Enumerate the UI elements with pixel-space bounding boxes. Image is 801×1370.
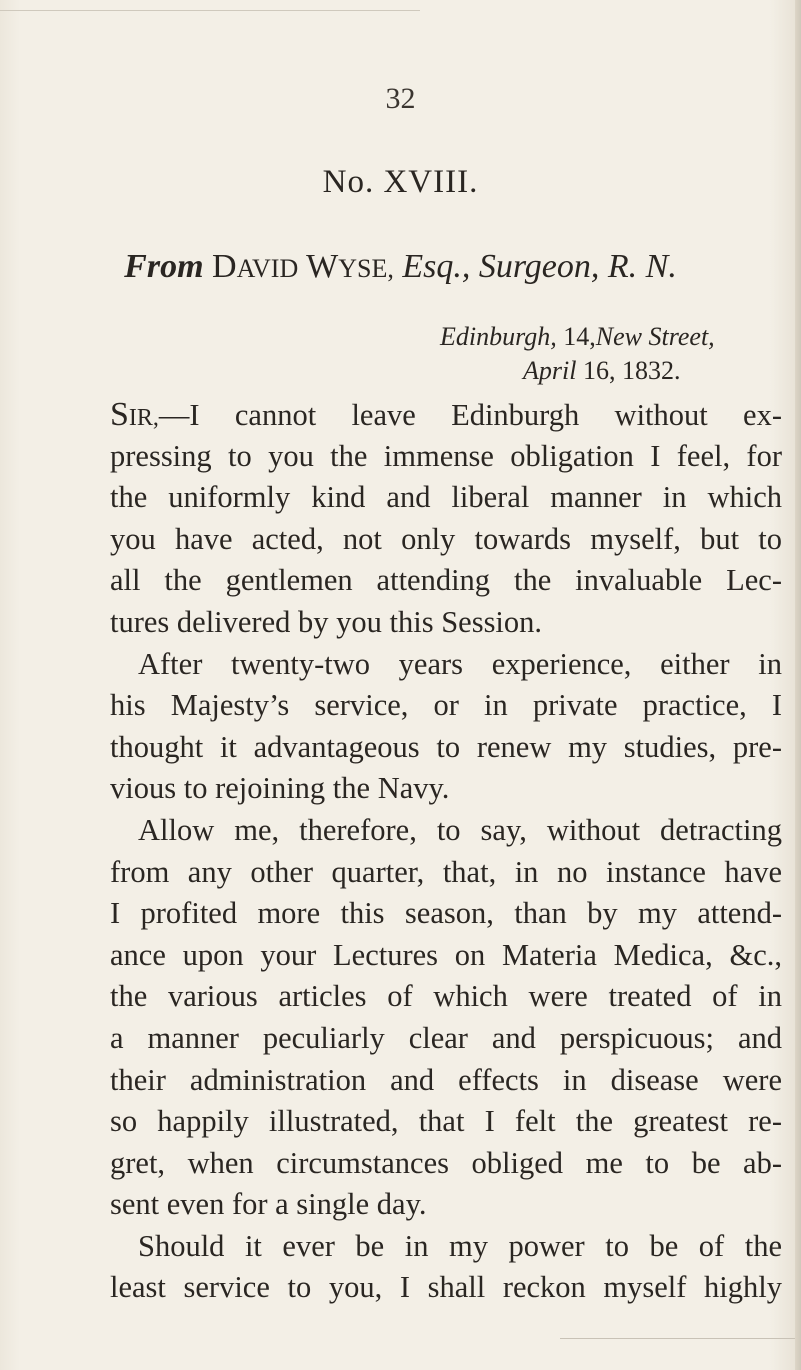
body-line: Allow me, therefore, to say, without detracting [138, 812, 782, 847]
body-line: vious to rejoining the Navy. [110, 771, 450, 806]
dateline-number: 14, [563, 322, 596, 351]
body-line: you have acted, not only towards myself, but to [110, 521, 782, 556]
body-line: his Majesty’s service, or in private practice, I [110, 688, 782, 723]
body-line: so happily illustrated, that I felt the greatest re- [110, 1104, 782, 1139]
dateline-date [523, 356, 680, 386]
body-line: ance upon your Lectures on Materia Medica, &c., [110, 937, 782, 972]
page-number: 32 [385, 82, 416, 115]
author-title: Surgeon, [478, 248, 600, 285]
body-line: I profited more this season, than by my attend- [110, 896, 782, 931]
body-line: tures delivered by you this Session. [110, 604, 543, 639]
body-line: the uniformly kind and liberal manner in which [110, 480, 782, 515]
body-line: the various articles of which were treated of in [110, 979, 782, 1014]
from-word: From [124, 248, 204, 285]
dateline-month: April [523, 356, 577, 385]
bottom-edge-rule [560, 1338, 795, 1339]
body-line: all the gentlemen attending the invaluable Lec- [110, 563, 782, 598]
author-esq: Esq., [402, 248, 471, 285]
dateline-street: New Street, [595, 322, 715, 351]
dateline-address [440, 322, 715, 352]
body-line: their administration and effects in disease were [110, 1062, 782, 1097]
body-line: pressing to you the immense obligation I feel, for [110, 438, 782, 473]
body-line: sent even for a single day. [110, 1187, 427, 1222]
letter-from-line [0, 248, 801, 286]
body-line: After twenty-two years experience, either in [138, 646, 782, 681]
author-rank: R. N. [607, 248, 677, 285]
letter-body [110, 394, 782, 1309]
page-right-edge [795, 0, 801, 1370]
dateline-day-year: 16, 1832. [582, 356, 681, 385]
author-name: DAVID WYSE, [212, 248, 394, 285]
body-line: thought it advantageous to renew my studies, pre- [110, 729, 782, 764]
letter-number-heading: No. XVIII. [322, 164, 479, 200]
salutation-line: SIR,—I cannot leave Edinburgh without ex- [110, 396, 782, 433]
body-line: gret, when circumstances obliged me to be ab- [110, 1145, 782, 1180]
body-line: a manner peculiarly clear and perspicuous; and [110, 1020, 782, 1055]
body-line: Should it ever be in my power to be of the [138, 1228, 782, 1263]
body-line: least service to you, I shall reckon myself highly [110, 1270, 782, 1305]
body-line: from any other quarter, that, in no instance have [110, 854, 782, 889]
top-edge-rule [0, 10, 420, 11]
dateline-city: Edinburgh, [440, 322, 557, 351]
